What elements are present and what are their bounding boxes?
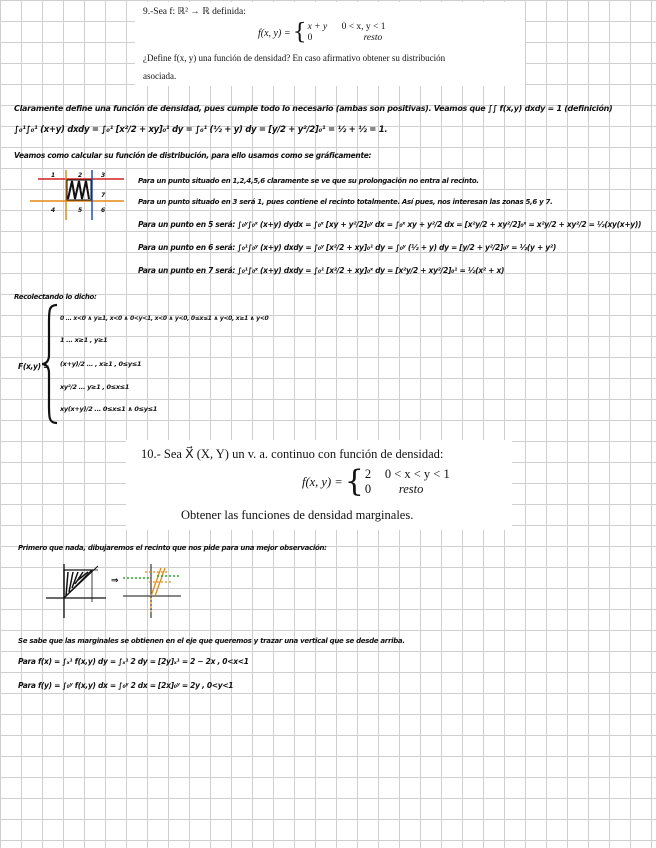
- left-brace: {: [292, 20, 307, 45]
- triangle-region-plot: [44, 562, 108, 620]
- summary-title: Recolectando lo dicho:: [14, 293, 97, 301]
- case-2-cond: resto: [363, 33, 383, 43]
- solution-9-case-b: Para un punto situado en 3 será 1, pues contiene el recinto totalmente. Así pues, nos interesan las zonas 5,6 y 7.: [138, 198, 553, 206]
- plot-arrow: ⇒: [111, 576, 119, 586]
- solution-9-case-e: Para un punto en 7 será: ∫₀¹∫₀ˣ (x+y) dxdy = ∫₀¹ [x²/2 + xy]₀ˣ dy = [x²y/2 + xy²/2]₀¹ = ½(x² + x): [138, 266, 505, 275]
- solution-10-line-1: Primero que nada, dibujaremos el recinto que nos pide para una mejor observación:: [18, 544, 327, 552]
- region-label-1: 1: [51, 172, 55, 179]
- solution-9-case-a: Para un punto situado en 1,2,4,5,6 claramente se ve que su prolongación no entra al recinto.: [138, 177, 479, 185]
- piece-2: 1 ... x≥1 , y≥1: [60, 336, 108, 344]
- problem-9-question: ¿Define f(x, y) una función de densidad? En caso afirmativo obtener su distribución: [143, 53, 446, 63]
- piece-4: xy²/2 ... y≥1 , 0≤x≤1: [60, 383, 130, 391]
- piecewise-brace: [40, 303, 60, 425]
- region-label-5: 5: [78, 207, 82, 214]
- region-label-3: 3: [101, 172, 105, 179]
- problem-9-question-cont: asociada.: [143, 71, 177, 81]
- region-label-4: 4: [51, 207, 55, 214]
- problem-10-function: [302, 464, 450, 499]
- solution-9-case-d: Para un punto en 6 será: ∫₀¹∫₀ʸ (x+y) dxdy = ∫₀ʸ [x²/2 + xy]₀¹ dy = ∫₀ʸ (½ + y) dy = [y/2 + y²/2]₀ʸ = ½(y + y²): [138, 243, 556, 252]
- solution-9-line-2: ∫₀¹∫₀¹ (x+y) dxdy = ∫₀¹ [x²/2 + xy]₀¹ dy = ∫₀¹ (½ + y) dy = [y/2 + y²/2]₀¹ = ½ + ½ = 1.: [14, 125, 388, 135]
- problem-10-task: Obtener las funciones de densidad marginales.: [181, 508, 414, 522]
- region-label-2: 2: [78, 172, 82, 179]
- piece-1: 0 ... x<0 ∧ y≥1, x<0 ∧ 0<y<1, x<0 ∧ y<0, 0≤x≤1 ∧ y<0, x≥1 ∧ y<0: [60, 315, 269, 322]
- distribution-label: F(x,y) =: [18, 362, 50, 371]
- solution-10-line-3: Para f(x) = ∫ₓ¹ f(x,y) dy = ∫ₓ¹ 2 dy = [2y]ₓ¹ = 2 − 2x , 0<x<1: [18, 657, 249, 666]
- piece-3: (x+y)/2 ... , x≥1 , 0≤y≤1: [60, 360, 142, 368]
- function-lhs: f(x, y) =: [258, 27, 291, 39]
- solution-10-line-2: Se sabe que las marginales se obtienen en el eje que queremos y trazar una vertical que se desde arriba.: [18, 637, 405, 645]
- piece-5: xy(x+y)/2 ... 0≤x≤1 ∧ 0≤y≤1: [60, 405, 158, 413]
- case-2-expr: 0: [364, 482, 372, 496]
- case-1-expr: x + y: [307, 22, 328, 32]
- case-1-cond: 0 < x, y < 1: [341, 22, 386, 32]
- solution-10-line-4: Para f(y) = ∫₀ʸ f(x,y) dx = ∫₀ʸ 2 dx = [2x]₀ʸ = 2y , 0<y<1: [18, 681, 234, 690]
- problem-9-function: [258, 22, 386, 44]
- region-label-6: 6: [101, 207, 105, 214]
- case-1-cond: 0 < x < y < 1: [384, 467, 450, 481]
- solution-9-case-c: Para un punto en 5 será: ∫₀ʸ∫₀ˣ (x+y) dydx = ∫₀ˣ [xy + y²/2]₀ʸ dx = ∫₀ˣ xy + y²/2 dx = [x²y/2 + xy²/2]₀ˣ = x²y/2 + xy²/2 = ½(xy(x+y)): [138, 220, 642, 229]
- region-label-7: 7: [101, 192, 105, 199]
- solution-9-line-1: Claramente define una función de densidad, pues cumple todo lo necesario (ambas son positivas). Veamos que ∫∫ f(x,y) dxdy = 1 (definición): [14, 104, 613, 113]
- left-brace: {: [344, 464, 364, 499]
- case-1-expr: 2: [364, 467, 372, 481]
- function-lhs: f(x, y) =: [302, 474, 343, 489]
- problem-9-statement: 9.-Sea f: ℝ² → ℝ definida:: [143, 7, 246, 17]
- problem-10-statement: 10.- Sea X⃗ (X, Y) un v. a. continuo con función de densidad:: [141, 447, 444, 461]
- case-2-cond: resto: [398, 482, 424, 496]
- marginal-region-plot: [121, 562, 183, 620]
- solution-9-line-3: Veamos como calcular su función de distribución, para ello usamos como se gráficamente:: [14, 151, 372, 160]
- case-2-expr: 0: [307, 33, 313, 43]
